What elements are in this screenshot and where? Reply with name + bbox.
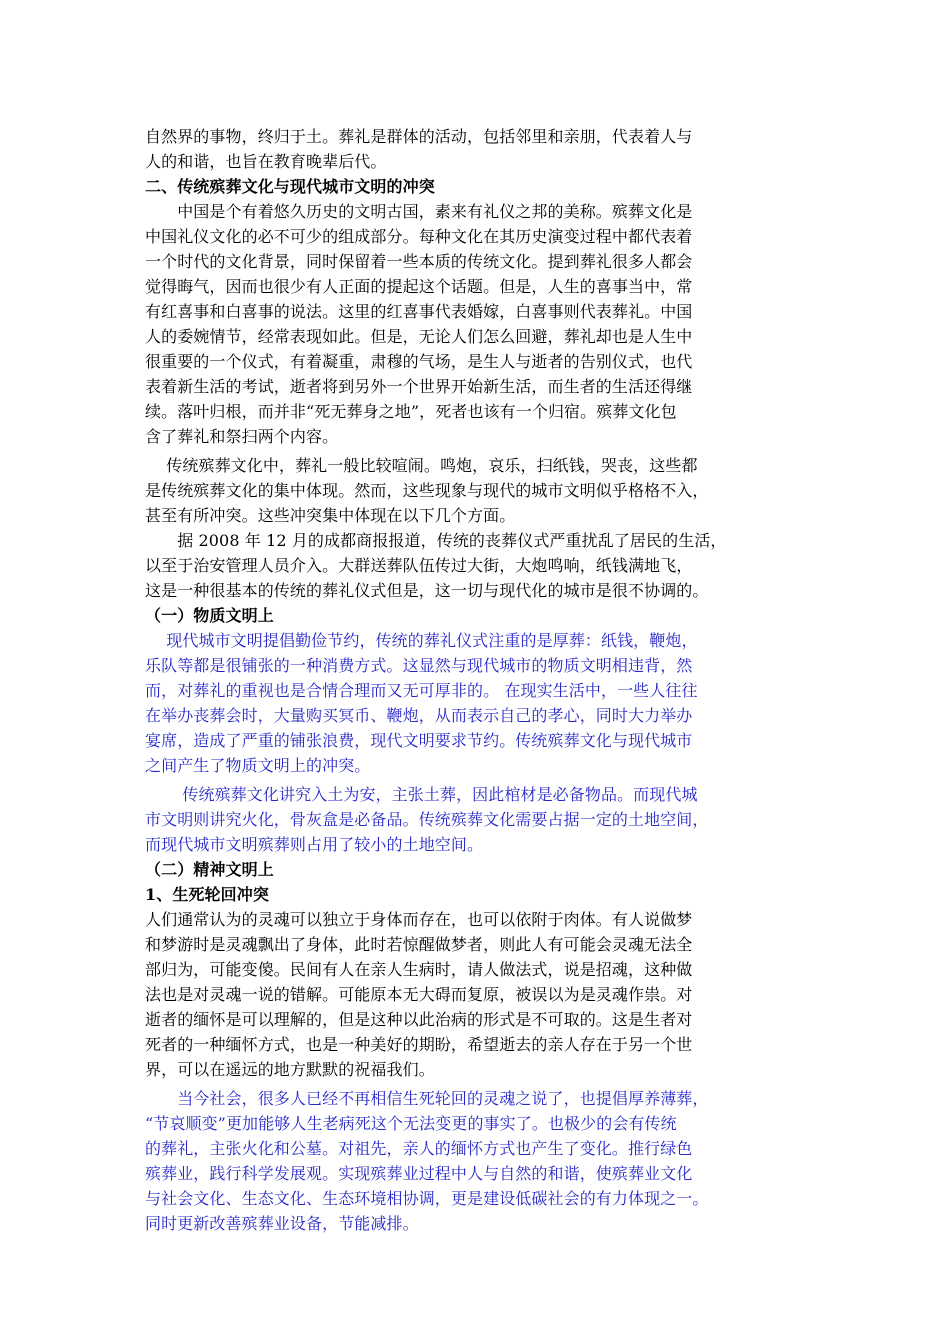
text-line: 逝者的缅怀是可以理解的，但是这种以此治病的形式是不可取的。这是生者对 bbox=[145, 1010, 693, 1029]
text-line: 和梦游时是灵魂飘出了身体，此时若惊醒做梦者，则此人有可能会灵魂无法全 bbox=[145, 935, 693, 954]
text-line: 传统殡葬文化中，葬礼一般比较喧闹。鸣炮，哀乐，扫纸钱，哭丧，这些都 bbox=[145, 456, 698, 475]
text-line: 而现代城市文明殡葬则占用了较小的土地空间。 bbox=[145, 835, 484, 854]
text-line: 而，对葬礼的重视也是合情合理而又无可厚非的。 在现实生活中，一些人往往 bbox=[145, 681, 698, 700]
text-line: 这是一种很基本的传统的葬礼仪式但是，这一切与现代化的城市是很不协调的。 bbox=[145, 581, 709, 600]
paragraph-funeral-noise bbox=[145, 453, 811, 528]
text-line: 同时更新改善殡葬业设备，节能减排。 bbox=[145, 1214, 419, 1233]
text-line: 部归为，可能变傻。民间有人在亲人生病时，请人做法式，说是招魂，这种做 bbox=[145, 960, 693, 979]
text-line: 在举办丧葬会时，大量购买冥币、鞭炮，从而表示自己的孝心，同时大力举办 bbox=[145, 706, 693, 725]
subsection-heading-cycle bbox=[145, 882, 811, 907]
paragraph-burial-cremation bbox=[145, 782, 811, 857]
subsection-title: （二）精神文明上 bbox=[145, 860, 274, 879]
subsection-title: 1、生死轮回冲突 bbox=[145, 885, 269, 904]
paragraph-intro-end bbox=[145, 124, 811, 174]
text-line: 死者的一种缅怀方式，也是一种美好的期盼，希望逝去的亲人存在于另一个世 bbox=[145, 1035, 693, 1054]
text-line: 人的委婉情节，经常表现如此。但是，无论人们怎么回避，葬礼却也是人生中 bbox=[145, 327, 693, 346]
text-line: 以至于治安管理人员介入。大群送葬队伍传过大街，大炮鸣响，纸钱满地飞， bbox=[145, 556, 693, 575]
text-line: 与社会文化、生态文化、生态环境相协调，更是建设低碳社会的有力体现之一。 bbox=[145, 1189, 709, 1208]
section-heading-2 bbox=[145, 174, 811, 199]
text-line: 宴席，造成了严重的铺张浪费，现代文明要求节约。传统殡葬文化与现代城市 bbox=[145, 731, 693, 750]
text-line: 觉得晦气，因而也很少有人正面的提起这个话题。但是，人生的喜事当中，常 bbox=[145, 277, 693, 296]
text-line: 是传统殡葬文化的集中体现。然而，这些现象与现代的城市文明似乎格格不入， bbox=[145, 481, 709, 500]
text-line: “节哀顺变”更加能够人生老病死这个无法变更的事实了。也极少的会有传统 bbox=[145, 1114, 677, 1133]
paragraph-china-etiquette bbox=[145, 199, 811, 449]
text-line: 现代城市文明提倡勤俭节约，传统的葬礼仪式注重的是厚葬：纸钱，鞭炮， bbox=[145, 631, 698, 650]
subsection-heading-material bbox=[145, 603, 811, 628]
text-line: 当今社会，很多人已经不再相信生死轮回的灵魂之说了，也提倡厚养薄葬， bbox=[145, 1089, 709, 1108]
text-line: 自然界的事物，终归于土。葬礼是群体的活动，包括邻里和亲朋，代表着人与 bbox=[145, 127, 693, 146]
text-line: 市文明则讲究火化，骨灰盒是必备品。传统殡葬文化需要占据一定的土地空间， bbox=[145, 810, 709, 829]
text-line: 的葬礼，主张火化和公墓。对祖先，亲人的缅怀方式也产生了变化。推行绿色 bbox=[145, 1139, 693, 1158]
text-line: 含了葬礼和祭扫两个内容。 bbox=[145, 427, 339, 446]
subsection-title: （一）物质文明上 bbox=[145, 606, 274, 625]
text-line: 人们通常认为的灵魂可以独立于身体而存在，也可以依附于肉体。有人说做梦 bbox=[145, 910, 693, 929]
paragraph-soul bbox=[145, 907, 811, 1082]
text-line: 一个时代的文化背景，同时保留着一些本质的传统文化。提到葬礼很多人都会 bbox=[145, 252, 693, 271]
text-line: 有红喜事和白喜事的说法。这里的红喜事代表婚嫁，白喜事则代表葬礼。中国 bbox=[145, 302, 693, 321]
text-line: 续。落叶归根，而并非“死无葬身之地”，死者也该有一个归宿。殡葬文化包 bbox=[145, 402, 677, 421]
text-line: 甚至有所冲突。这些冲突集中体现在以下几个方面。 bbox=[145, 506, 516, 525]
text-line: 传统殡葬文化讲究入土为安，主张土葬，因此棺材是必备物品。而现代城 bbox=[145, 785, 698, 804]
text-line: 乐队等都是很铺张的一种消费方式。这显然与现代城市的物质文明相违背，然 bbox=[145, 656, 693, 675]
text-line: 界，可以在遥远的地方默默的祝福我们。 bbox=[145, 1060, 435, 1079]
text-line: 很重要的一个仪式，有着凝重，肃穆的气场，是生人与逝者的告别仪式，也代 bbox=[145, 352, 693, 371]
text-line: 之间产生了物质文明上的冲突。 bbox=[145, 756, 371, 775]
paragraph-modern-society bbox=[145, 1086, 811, 1236]
text-line: 表着新生活的考试，逝者将到另外一个世界开始新生活，而生者的生活还得继 bbox=[145, 377, 693, 396]
text-line: 殡葬业，践行科学发展观。实现殡葬业过程中人与自然的和谐，使殡葬业文化 bbox=[145, 1164, 693, 1183]
subsection-heading-spirit bbox=[145, 857, 811, 882]
paragraph-chengdu-report bbox=[145, 528, 811, 603]
paragraph-frugality bbox=[145, 628, 811, 778]
document-page bbox=[145, 124, 811, 1236]
text-line: 法也是对灵魂一说的错解。可能原本无大碍而复原，被误以为是灵魂作祟。对 bbox=[145, 985, 693, 1004]
text-line: 人的和谐，也旨在教育晚辈后代。 bbox=[145, 152, 387, 171]
text-line: 中国礼仪文化的必不可少的组成部分。每种文化在其历史演变过程中都代表着 bbox=[145, 227, 693, 246]
text-line: 据 2008 年 12 月的成都商报报道，传统的丧葬仪式严重扰乱了居民的生活， bbox=[145, 531, 727, 550]
section-title: 二、传统殡葬文化与现代城市文明的冲突 bbox=[145, 177, 435, 196]
text-line: 中国是个有着悠久历史的文明古国，素来有礼仪之邦的美称。殡葬文化是 bbox=[145, 202, 693, 221]
